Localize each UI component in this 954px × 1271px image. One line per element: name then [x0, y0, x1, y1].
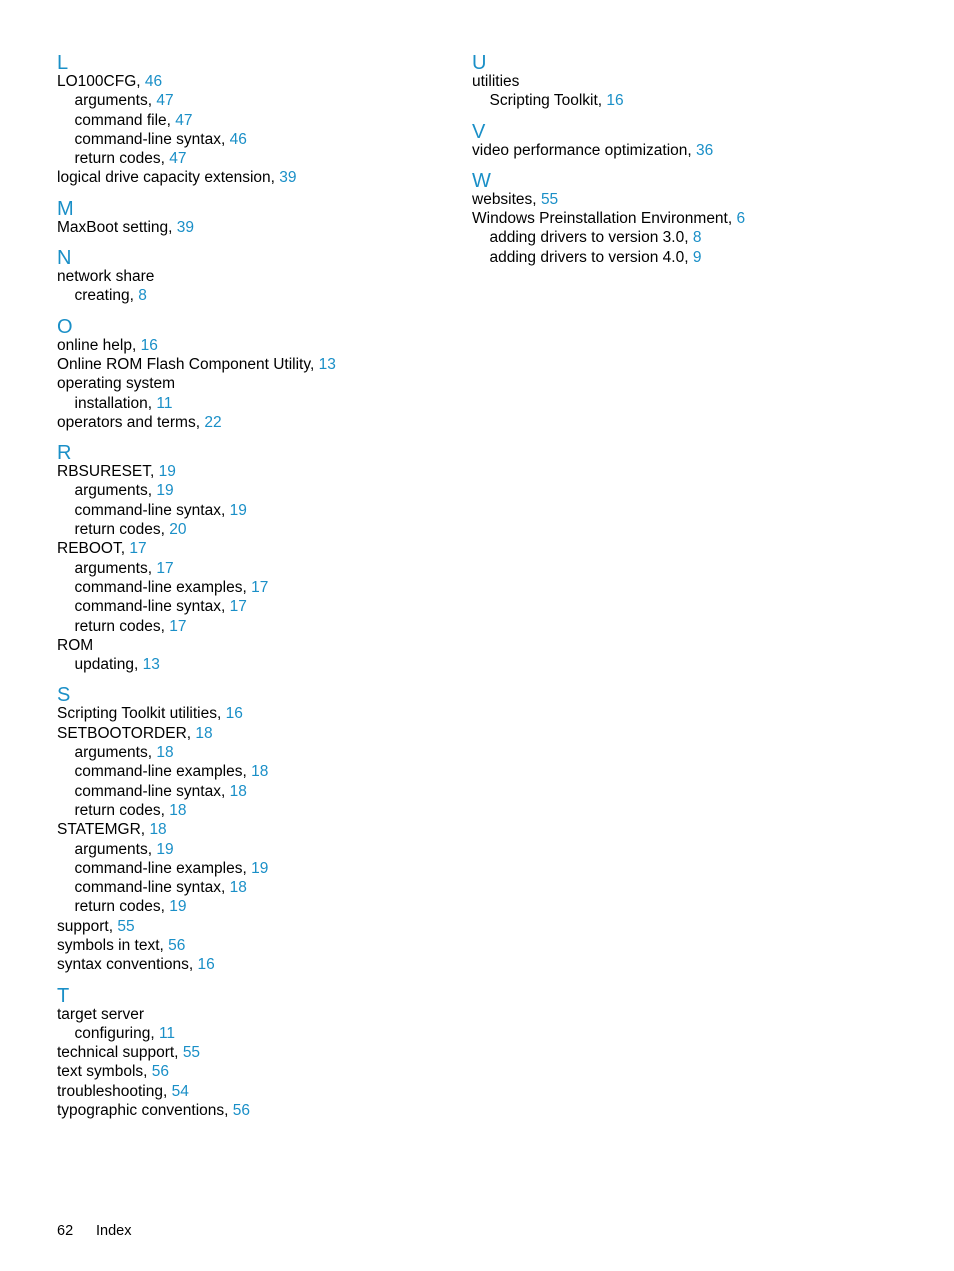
index-term: arguments, [74, 840, 153, 858]
index-page-link[interactable]: 13 [318, 355, 336, 373]
index-letter-heading: W [472, 169, 491, 192]
index-subentry [57, 859, 457, 878]
index-subentry [57, 840, 457, 859]
index-term: target server [57, 1005, 145, 1023]
index-term: RBSURESET, [57, 463, 155, 481]
index-term: Windows Preinstallation Environment, [472, 210, 733, 228]
index-entry [472, 141, 892, 160]
index-column-right [472, 52, 892, 277]
index-entry [57, 917, 457, 936]
index-term: Scripting Toolkit utilities, [57, 705, 222, 723]
index-page-link[interactable]: 6 [736, 210, 746, 228]
index-term: command-line syntax, [74, 782, 226, 800]
index-entry [57, 1082, 457, 1101]
index-entry [57, 336, 457, 355]
index-entry [57, 820, 457, 839]
index-term: command-line syntax, [74, 879, 226, 897]
index-page-link[interactable]: 9 [692, 248, 702, 266]
index-term: Online ROM Flash Component Utility, [57, 355, 315, 373]
index-page-link[interactable]: 17 [169, 617, 187, 635]
index-page-link[interactable]: 18 [195, 724, 213, 742]
index-term: MaxBoot setting, [57, 218, 173, 236]
index-subentry [57, 897, 457, 916]
index-letter-heading: S [57, 684, 71, 707]
index-page-link[interactable]: 13 [142, 656, 160, 674]
index-entry [57, 72, 457, 91]
index-subentry [57, 1024, 457, 1043]
index-term: return codes, [74, 150, 165, 168]
index-page-link[interactable]: 19 [251, 859, 269, 877]
index-term: return codes, [74, 521, 165, 539]
index-subentry [57, 597, 457, 616]
index-term: REBOOT, [57, 540, 126, 558]
index-page-link[interactable]: 22 [204, 413, 222, 431]
index-subentry [472, 91, 892, 110]
index-section-l [57, 52, 457, 188]
index-page-link[interactable]: 47 [156, 92, 174, 110]
index-term: updating, [74, 656, 139, 674]
index-page-link[interactable]: 56 [151, 1063, 170, 1081]
index-entry [57, 168, 457, 187]
index-page-link[interactable]: 8 [692, 229, 702, 247]
index-term: command-line examples, [74, 763, 247, 781]
index-subentry [472, 248, 892, 267]
index-subentry [57, 501, 457, 520]
index-section-o [57, 316, 457, 432]
index-term: command-line syntax, [74, 598, 226, 616]
index-term: syntax conventions, [57, 956, 194, 974]
index-entry [57, 1005, 457, 1024]
index-term: arguments, [74, 744, 153, 762]
index-page-link[interactable]: 18 [251, 763, 269, 781]
index-subentry [57, 782, 457, 801]
index-page-link[interactable]: 11 [158, 1024, 176, 1042]
index-page-link[interactable]: 20 [169, 521, 187, 539]
index-term: technical support, [57, 1044, 179, 1062]
index-page-link[interactable]: 56 [232, 1102, 251, 1120]
index-entry [57, 636, 457, 655]
index-section-n [57, 247, 457, 306]
index-subentry [57, 655, 457, 674]
index-entry [57, 724, 457, 743]
index-subentry [57, 149, 457, 168]
index-term: utilities [472, 73, 520, 90]
index-letter-heading: O [57, 315, 73, 338]
index-subentry [57, 878, 457, 897]
index-term: adding drivers to version 4.0, [489, 248, 689, 266]
index-term: command-line syntax, [74, 501, 226, 519]
index-page-link[interactable]: 47 [175, 111, 193, 129]
index-section-t [57, 985, 457, 1121]
index-subentry [57, 520, 457, 539]
index-term: ROM [57, 636, 94, 654]
index-entry [57, 1101, 457, 1120]
index-entry [57, 704, 457, 723]
index-term: logical drive capacity extension, [57, 169, 275, 187]
index-term: return codes, [74, 801, 165, 819]
index-page-link[interactable]: 55 [182, 1044, 201, 1062]
index-term: command-line examples, [74, 578, 247, 596]
index-term: Scripting Toolkit, [489, 92, 603, 110]
index-term: SETBOOTORDER, [57, 724, 192, 742]
index-subentry [57, 578, 457, 597]
index-term: arguments, [74, 559, 153, 577]
index-entry [472, 209, 892, 228]
index-letter-heading: U [472, 52, 487, 74]
index-page-link[interactable]: 8 [138, 287, 147, 305]
index-page-link[interactable]: 19 [158, 463, 176, 481]
index-term: online help, [57, 336, 137, 354]
index-entry [472, 72, 892, 91]
index-term: symbols in text, [57, 936, 164, 954]
index-entry [57, 1062, 457, 1081]
index-entry [57, 413, 457, 432]
index-entry [57, 1043, 457, 1062]
index-page-link[interactable]: 16 [140, 336, 158, 354]
index-term: network share [57, 268, 155, 286]
index-term: STATEMGR, [57, 821, 146, 839]
index-subentry [57, 801, 457, 820]
index-page-link[interactable]: 16 [197, 956, 215, 974]
index-entry [57, 218, 457, 237]
index-term: return codes, [74, 617, 165, 635]
index-page-link[interactable]: 17 [129, 540, 147, 558]
index-term: LO100CFG, [57, 73, 141, 90]
index-section-r [57, 442, 457, 674]
index-page-link[interactable]: 18 [149, 821, 167, 839]
index-page-link[interactable]: 39 [176, 218, 195, 236]
index-subentry [57, 481, 457, 500]
index-subentry [472, 228, 892, 247]
index-entry [57, 539, 457, 558]
index-page-link[interactable]: 17 [156, 559, 174, 577]
index-section-s [57, 684, 457, 974]
index-term: operators and terms, [57, 413, 201, 431]
index-term: typographic conventions, [57, 1102, 229, 1120]
index-page-link[interactable]: 18 [156, 744, 174, 762]
index-page-link[interactable]: 18 [169, 801, 187, 819]
index-page-link[interactable]: 17 [229, 598, 247, 616]
index-page-link[interactable]: 16 [225, 705, 243, 723]
index-letter-heading: V [472, 120, 486, 143]
index-letter-heading: R [57, 442, 72, 465]
index-page-link[interactable]: 55 [117, 917, 135, 935]
index-page-link[interactable]: 18 [229, 782, 247, 800]
footer-section-title: Index [96, 1223, 132, 1239]
index-subentry [57, 743, 457, 762]
index-page-link[interactable]: 39 [279, 169, 297, 187]
index-subentry [57, 762, 457, 781]
index-entry [57, 374, 457, 393]
index-term: configuring, [74, 1024, 155, 1042]
index-page-link[interactable]: 17 [251, 578, 269, 596]
index-column-left [57, 52, 457, 1130]
index-page-link[interactable]: 54 [171, 1082, 189, 1100]
index-term: adding drivers to version 3.0, [489, 229, 689, 247]
index-term: troubleshooting, [57, 1082, 168, 1100]
footer-page-number: 62 [57, 1223, 74, 1239]
index-page-link[interactable]: 46 [229, 130, 247, 148]
index-term: support, [57, 917, 114, 935]
index-term: arguments, [74, 92, 153, 110]
index-subentry [57, 286, 457, 305]
index-term: arguments, [74, 482, 153, 500]
index-section-w [472, 170, 892, 267]
index-subentry [57, 130, 457, 149]
index-entry [57, 955, 457, 974]
index-page-link[interactable]: 19 [229, 501, 247, 519]
index-entry [57, 267, 457, 286]
index-term: text symbols, [57, 1063, 148, 1081]
index-term: video performance optimization, [472, 141, 692, 159]
index-page-link[interactable]: 55 [540, 190, 559, 208]
index-subentry [57, 617, 457, 636]
index-term: creating, [74, 287, 134, 305]
index-term: command-line examples, [74, 859, 247, 877]
index-page-link[interactable]: 11 [156, 394, 173, 412]
index-section-u [472, 52, 892, 111]
index-subentry [57, 111, 457, 130]
index-term: installation, [74, 394, 153, 412]
index-page-link[interactable]: 46 [144, 73, 163, 90]
index-page-link[interactable]: 19 [156, 840, 174, 858]
index-term: command file, [74, 111, 171, 129]
page-footer [57, 1222, 131, 1241]
index-letter-heading: T [57, 984, 70, 1007]
index-page-link[interactable]: 16 [606, 92, 624, 110]
index-entry [57, 462, 457, 481]
index-page-link[interactable]: 47 [169, 150, 187, 168]
index-entry [57, 355, 457, 374]
index-subentry [57, 559, 457, 578]
index-term: websites, [472, 190, 537, 208]
index-subentry [57, 394, 457, 413]
index-letter-heading: L [57, 52, 69, 74]
index-section-m [57, 198, 457, 237]
index-page-link[interactable]: 18 [229, 879, 247, 897]
index-term: operating system [57, 375, 176, 393]
index-page-link[interactable]: 36 [696, 141, 714, 159]
index-subentry [57, 91, 457, 110]
index-letter-heading: M [57, 197, 74, 220]
index-section-v [472, 121, 892, 160]
index-page-link[interactable]: 19 [156, 482, 174, 500]
index-letter-heading: N [57, 247, 72, 270]
index-term: return codes, [74, 898, 165, 916]
index-page-link[interactable]: 19 [169, 898, 187, 916]
index-entry [57, 936, 457, 955]
index-page-link[interactable]: 56 [168, 936, 186, 954]
index-term: command-line syntax, [74, 130, 226, 148]
index-entry [472, 190, 892, 209]
